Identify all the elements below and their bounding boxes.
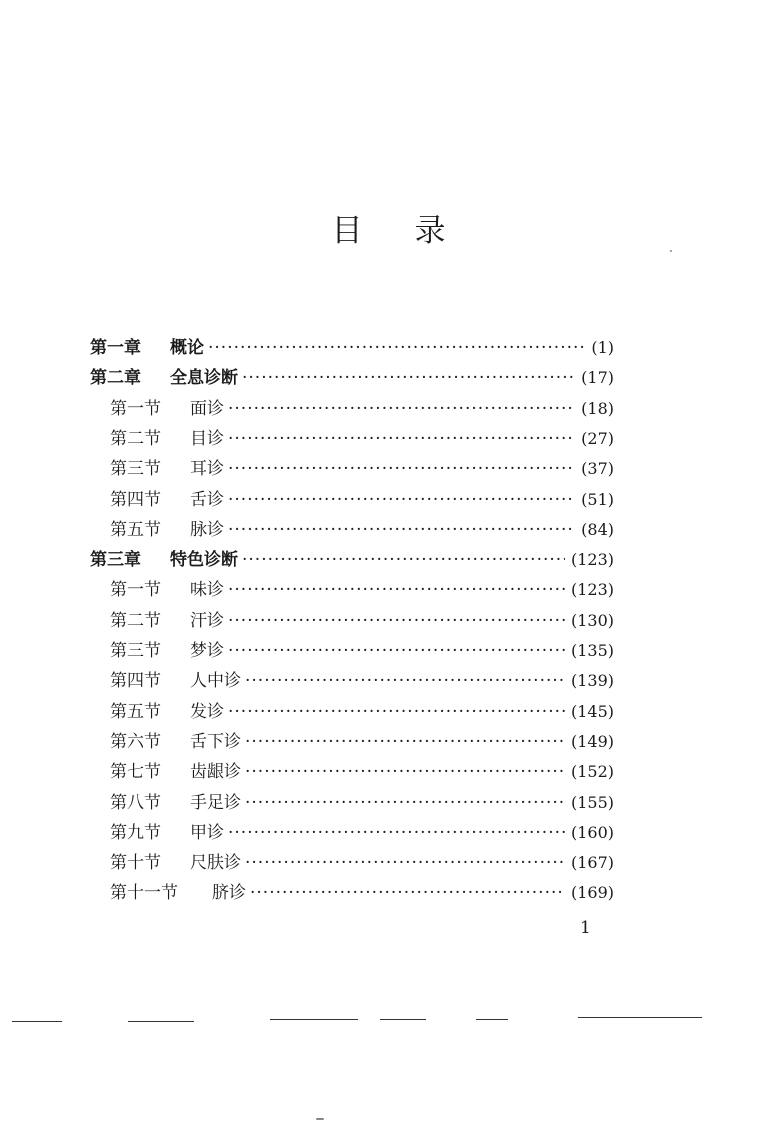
toc-section-row [110,788,614,818]
toc-leader-dots [228,636,565,666]
toc-leader-dots [228,697,565,727]
toc-leader-dots [245,757,565,787]
toc-leader-dots [245,727,565,757]
toc-entry-number: 第七节 [110,762,161,783]
toc-entry-title: 手足诊 [190,792,241,813]
toc-entry-page: (27) [581,428,614,448]
toc-section-row [110,394,614,424]
toc-entry-page: (169) [570,883,614,903]
scan-artifact-line [128,1021,194,1022]
toc-entry-page: (139) [570,671,614,691]
toc-entry-page: (1) [591,338,614,357]
toc-section-row [110,727,614,757]
toc-chapter-row [90,333,614,363]
toc-section-row [110,515,614,545]
toc-entry-page: (160) [570,822,614,842]
toc-entry-number: 第二章 [90,368,141,389]
toc-entry-title: 甲诊 [190,822,224,843]
toc-entry-page: (123) [570,550,614,570]
toc-section-row [110,454,614,484]
toc-entry-page: (37) [581,459,614,479]
toc-entry-page: (130) [570,610,614,630]
toc-entry-title: 尺肤诊 [190,853,241,874]
toc-entry-page: (135) [570,641,614,660]
toc-entry-title: 齿龈诊 [190,762,241,783]
toc-section-row [110,818,614,848]
toc-section-row [110,424,614,454]
toc-entry-title: 梦诊 [190,641,224,661]
toc-entry-number: 第三节 [110,641,161,661]
toc-leader-dots [245,666,565,696]
toc-section-row [110,636,614,666]
toc-entry-title: 耳诊 [190,459,224,480]
toc-entry-number: 第六节 [110,731,161,752]
toc-entry-page: (51) [581,489,614,509]
toc-entry-number: 第四节 [110,489,161,510]
toc-section-row [110,757,614,787]
toc-leader-dots [242,545,565,575]
toc-entry-page: (123) [570,580,614,600]
toc-entry-page: (17) [581,368,614,388]
toc-entry-title: 舌诊 [190,489,224,510]
toc-section-row [110,848,614,878]
toc-entry-number: 第三节 [110,459,161,480]
toc-section-row [110,606,614,636]
toc-entry-title: 面诊 [190,398,224,419]
toc-entry-title: 汗诊 [190,610,224,631]
toc-leader-dots [245,788,565,818]
toc-entry-page: (155) [570,792,614,812]
toc-leader-dots [228,394,575,424]
toc-chapter-row [90,545,614,575]
toc-leader-dots [228,575,565,605]
toc-entry-title: 味诊 [190,580,224,601]
toc-entry-number: 第十节 [110,853,161,874]
title-char-1: 目 [331,213,363,249]
toc-entry-title: 特色诊断 [170,550,238,571]
toc-entry-number: 第一章 [90,338,141,358]
scan-artifact-line [380,1019,426,1020]
toc-chapter-row [90,363,614,393]
scan-artifact-speck [316,1118,324,1120]
toc-entry-number: 第九节 [110,822,161,843]
toc-entry-page: (149) [570,731,614,751]
toc-leader-dots [250,878,565,908]
toc-leader-dots [245,848,565,878]
scan-artifact-line [270,1019,358,1020]
toc-entry-page: (152) [570,762,614,782]
scan-artifact-line [476,1019,508,1020]
page-title [0,205,777,250]
toc-entry-number: 第一节 [110,398,161,419]
toc-entry-number: 第二节 [110,610,161,631]
toc-entry-title: 目诊 [190,428,224,449]
toc-leader-dots [242,363,575,393]
toc-entry-number: 第十一节 [110,883,178,904]
toc-entry-page: (18) [581,398,614,418]
toc-entry-title: 舌下诊 [190,731,241,752]
toc-entry-title: 脉诊 [190,519,224,540]
toc-leader-dots [228,515,575,545]
toc-entry-number: 第五节 [110,701,161,722]
toc-entry-page: (145) [570,701,614,721]
toc-leader-dots [228,606,565,636]
toc-section-row [110,666,614,696]
toc-entry-title: 概论 [170,338,204,358]
scan-artifact-line [578,1017,702,1018]
toc-entry-title: 全息诊断 [170,368,238,389]
toc-entry-page: (167) [570,853,614,873]
toc-section-row [110,878,614,908]
toc-section-row [110,485,614,515]
toc-entry-title: 发诊 [190,701,224,722]
toc-entry-number: 第三章 [90,550,141,571]
toc-entry-title: 人中诊 [190,671,241,692]
toc-entry-number: 第四节 [110,671,161,692]
toc-entry-page: (84) [581,519,614,539]
scan-artifact-line [12,1021,62,1022]
toc-leader-dots [228,485,575,515]
toc-entry-number: 第五节 [110,519,161,540]
toc-section-row [110,575,614,605]
toc-leader-dots [208,333,585,363]
scan-artifact-speck [670,250,672,252]
page-number: 1 [580,918,591,938]
toc-leader-dots [228,424,575,454]
toc-entry-number: 第二节 [110,428,161,449]
toc-entry-title: 脐诊 [212,883,246,904]
toc-leader-dots [228,454,575,484]
toc-leader-dots [228,818,565,848]
toc-entry-number: 第八节 [110,792,161,813]
toc-section-row [110,697,614,727]
toc-entry-number: 第一节 [110,580,161,601]
title-char-2: 录 [414,213,446,249]
